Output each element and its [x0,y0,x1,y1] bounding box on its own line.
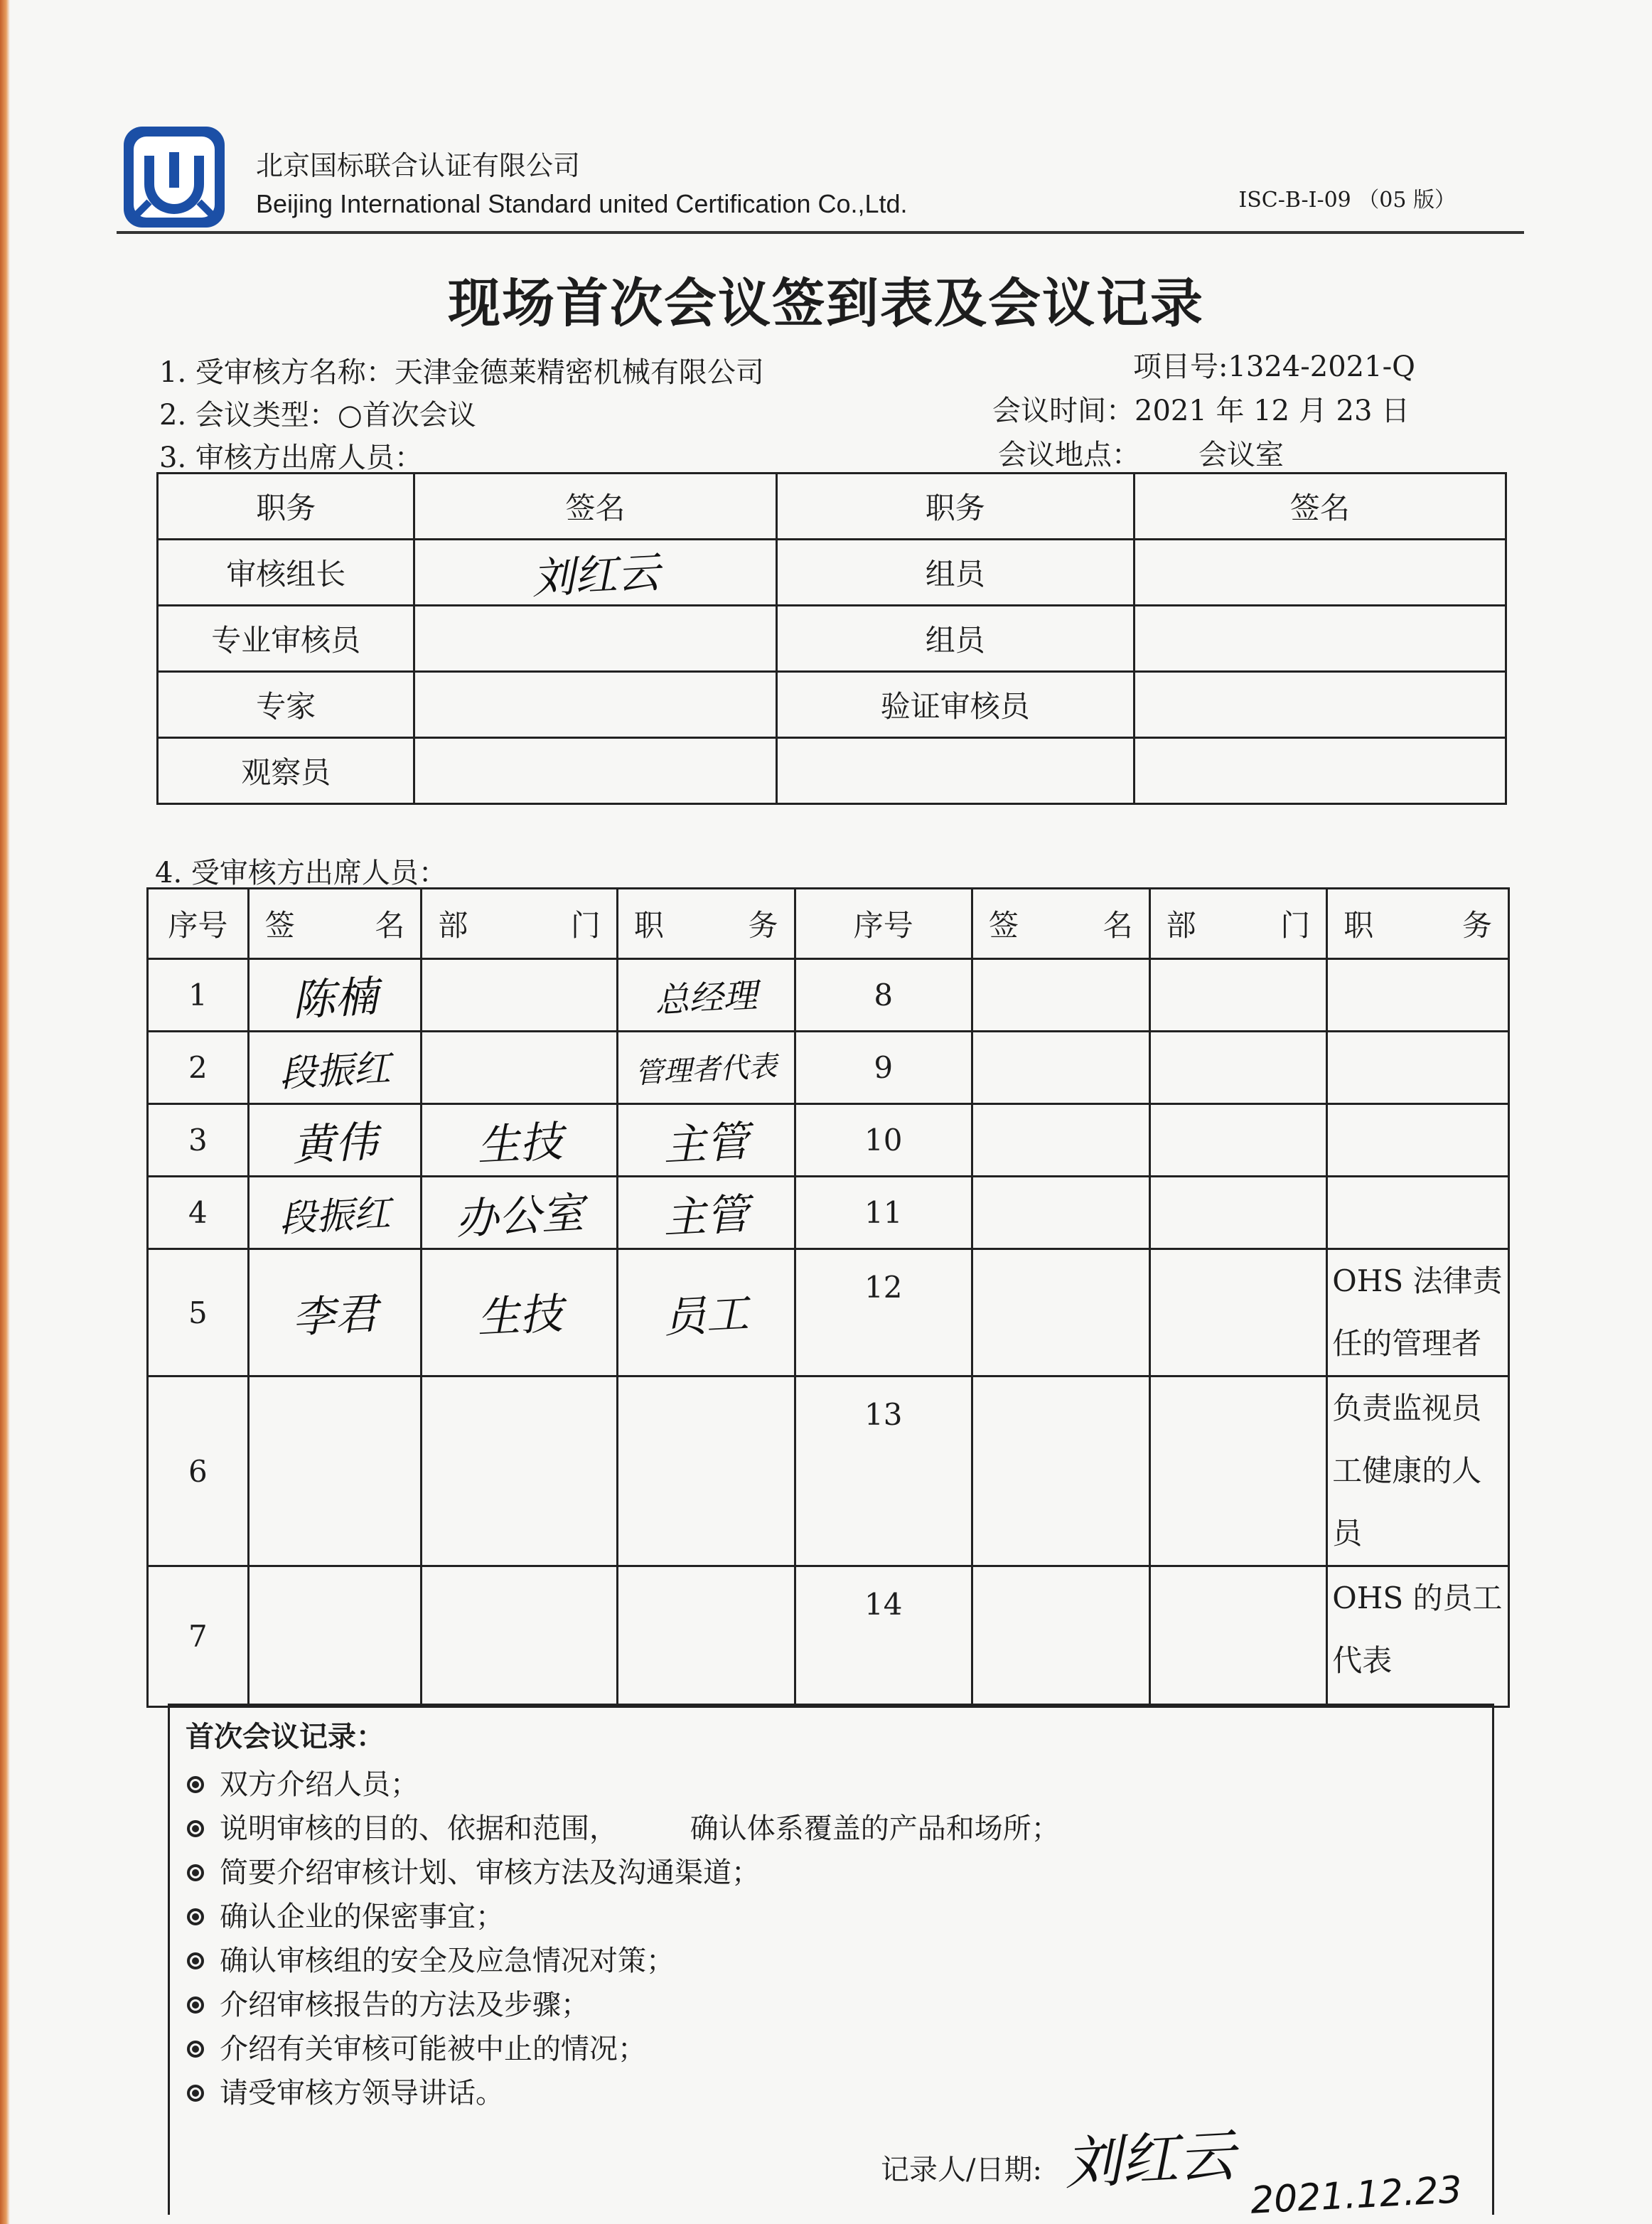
role-cell: 专业审核员 [158,606,414,672]
handwritten-position: 主管 [662,1189,751,1244]
table-row [158,606,1506,672]
role-cell: 观察员 [158,738,414,804]
signature-cell [248,1104,422,1177]
list-item-text: 介绍有关审核可能被中止的情况； [220,2033,646,2065]
handwritten-signature: 段振红 [278,1047,392,1096]
handwritten-department: 办公室 [454,1187,585,1245]
role-cell: 组员 [776,606,1134,672]
header-dept-char: 门 [1280,908,1311,943]
meeting-place-label: 会议地点： [998,439,1140,471]
ohs-role-note: OHS 的员工代表 [1327,1566,1509,1707]
table-row [148,1249,1509,1376]
header-signature: 签名 [1134,474,1506,540]
signature-cell [414,738,776,804]
handwritten-position: 主管 [662,1116,751,1171]
circle-bullet-icon [187,2041,204,2058]
list-item-text: 确认审核组的安全及应急情况对策； [220,1945,675,1977]
list-item [187,1807,1060,1851]
header-dept-char: 门 [570,908,601,943]
circle-bullet-icon [187,1996,204,2014]
header-department [1149,889,1327,959]
department-cell [422,1376,618,1566]
department-cell [422,959,618,1032]
table-row [148,1376,1509,1566]
seq-cell: 2 [148,1032,249,1104]
ohs-role-note: OHS 法律责任的管理者 [1327,1249,1509,1376]
header-seq: 序号 [795,889,972,959]
circle-bullet-icon [187,1776,204,1793]
table-row [148,1104,1509,1177]
letterhead [117,121,1524,234]
position-cell [1327,1177,1509,1249]
department-cell [422,1104,618,1177]
header-sign-char: 签 [988,908,1019,943]
auditor-attendees-label: 3. 审核方出席人员： [159,442,423,474]
list-item [187,1939,1060,1983]
seq-cell: 3 [148,1104,249,1177]
signature-cell [972,1104,1149,1177]
company-name-cn: 北京国标联合认证有限公司 [256,150,581,181]
list-item-text: 简要介绍审核计划、审核方法及沟通渠道； [220,1856,760,1889]
meeting-time: 会议时间：2021 年 12 月 23 日 [992,395,1410,427]
signature-cell [1134,540,1506,606]
list-item-text: 说明审核的目的、依据和范围， 确认体系覆盖的产品和场所； [220,1812,1060,1845]
list-item [187,1851,1060,1895]
signature-cell [1134,606,1506,672]
certification-logo-icon [121,124,227,230]
list-item [187,1763,1060,1807]
header-pos-char: 职 [1343,908,1374,943]
meeting-type: 2. 会议类型：○首次会议 [159,399,476,432]
handwritten-department: 生技 [476,1116,564,1171]
table-row [158,540,1506,606]
header-dept-char: 部 [1166,908,1196,943]
recorder-signature: 刘红云 [1062,2122,1237,2198]
signature-cell [1134,738,1506,804]
circle-bullet-icon [187,1820,204,1837]
seq-cell: 8 [795,959,972,1032]
signature-cell [414,672,776,738]
signature-cell [972,1032,1149,1104]
department-cell [1149,1104,1327,1177]
handwritten-signature: 段振红 [278,1192,392,1241]
table-header-row [148,889,1509,959]
header-sign-char: 名 [375,908,405,943]
circle-bullet-icon [187,2085,204,2102]
table-row [148,1566,1509,1707]
project-number: 项目号:1324-2021-Q [1133,351,1415,383]
handwritten-position: 管理者代表 [634,1049,778,1091]
meeting-place: 会议室 [1198,439,1284,471]
recorder-label: 记录人/日期: [881,2154,1042,2186]
seq-cell: 4 [148,1177,249,1249]
header-dept-char: 部 [438,908,468,943]
signature-cell [248,1566,422,1707]
role-cell: 审核组长 [158,540,414,606]
department-cell [1149,1177,1327,1249]
seq-cell: 10 [795,1104,972,1177]
role-cell: 验证审核员 [776,672,1134,738]
header-pos-char: 务 [748,908,778,943]
handwritten-signature: 刘红云 [530,547,661,604]
header-position [617,889,795,959]
recorder-line [881,2114,1464,2223]
position-cell [1327,959,1509,1032]
record-date: 2021.12.23 [1250,2169,1464,2223]
header-role: 职务 [776,474,1134,540]
position-cell [617,1104,795,1177]
seq-cell: 11 [795,1177,972,1249]
meeting-minutes [168,1704,1494,2223]
department-cell [422,1032,618,1104]
table-row [148,959,1509,1032]
list-item [187,1983,1060,2027]
position-cell [617,1177,795,1249]
header-sign-char: 签 [264,908,295,943]
table-row [148,1032,1509,1104]
department-cell [1149,1032,1327,1104]
signature-cell [248,1249,422,1376]
position-cell [617,1032,795,1104]
seq-cell: 9 [795,1032,972,1104]
table-row [158,672,1506,738]
signature-cell [414,606,776,672]
position-cell [617,1566,795,1707]
list-item-text: 请受审核方领导讲话。 [220,2077,504,2110]
header-position [1327,889,1509,959]
header-pos-char: 务 [1461,908,1492,943]
seq-cell: 6 [148,1376,249,1566]
handwritten-position: 总经理 [654,975,758,1021]
signature-cell [972,1566,1149,1707]
table-row [148,1177,1509,1249]
list-item [187,2027,1060,2071]
role-cell [776,738,1134,804]
circle-bullet-icon [187,1864,204,1881]
header-sign-char: 名 [1103,908,1133,943]
list-item [187,1895,1060,1939]
header-role: 职务 [158,474,414,540]
circle-bullet-icon [187,1952,204,1969]
department-cell [1149,1566,1327,1707]
document-title: 现场首次会议签到表及会议记录 [448,273,1204,334]
seq-cell: 5 [148,1249,249,1376]
position-cell [617,1376,795,1566]
position-cell [1327,1032,1509,1104]
signature-cell [248,1376,422,1566]
list-item-text: 介绍审核报告的方法及步骤； [220,1989,589,2021]
handwritten-signature: 陈楠 [291,971,380,1026]
handwritten-signature: 黄伟 [291,1116,380,1171]
role-cell: 组员 [776,540,1134,606]
signature-cell [1134,672,1506,738]
signature-cell [248,1032,422,1104]
list-item [187,2071,1060,2115]
header-seq: 序号 [148,889,249,959]
header-signature: 签名 [414,474,776,540]
seq-cell: 7 [148,1566,249,1707]
ohs-role-note: 负责监视员工健康的人员 [1327,1376,1509,1566]
signature-cell [972,1249,1149,1376]
seq-cell: 14 [795,1566,972,1707]
role-cell: 专家 [158,672,414,738]
department-cell [422,1177,618,1249]
signature-cell [248,959,422,1032]
auditor-attendance-table [156,472,1507,805]
circle-bullet-icon [187,1908,204,1925]
list-item-text: 双方介绍人员； [220,1768,419,1801]
signature-cell [972,959,1149,1032]
position-cell [617,1249,795,1376]
form-code: ISC-B-I-09 （05 版） [1238,188,1456,213]
signature-cell [972,1177,1149,1249]
handwritten-department: 生技 [476,1288,564,1344]
handwritten-position: 员工 [662,1288,751,1344]
position-cell [1327,1104,1509,1177]
department-cell [422,1249,618,1376]
department-cell [1149,1376,1327,1566]
seq-cell: 13 [795,1376,972,1566]
minutes-list [187,1763,1060,2115]
signature-cell [414,540,776,606]
header-pos-char: 职 [633,908,664,943]
header-signature [248,889,422,959]
company-name-en: Beijing International Standard united Certification Co.,Ltd. [256,189,908,218]
list-item-text: 确认企业的保密事宜； [220,1900,504,1933]
minutes-title: 首次会议记录： [186,1720,385,1753]
auditee-name: 1. 受审核方名称：天津金德莱精密机械有限公司 [159,356,764,389]
department-cell [422,1566,618,1707]
handwritten-signature: 李君 [291,1288,380,1344]
signature-cell [972,1376,1149,1566]
seq-cell: 12 [795,1249,972,1376]
department-cell [1149,1249,1327,1376]
signature-cell [248,1177,422,1249]
table-header-row [158,474,1506,540]
auditee-attendance-table [146,887,1510,1708]
position-cell [617,959,795,1032]
table-row [158,738,1506,804]
seq-cell: 1 [148,959,249,1032]
auditee-attendees-label: 4. 受审核方出席人员： [155,857,447,889]
header-department [422,889,618,959]
header-signature [972,889,1149,959]
department-cell [1149,959,1327,1032]
